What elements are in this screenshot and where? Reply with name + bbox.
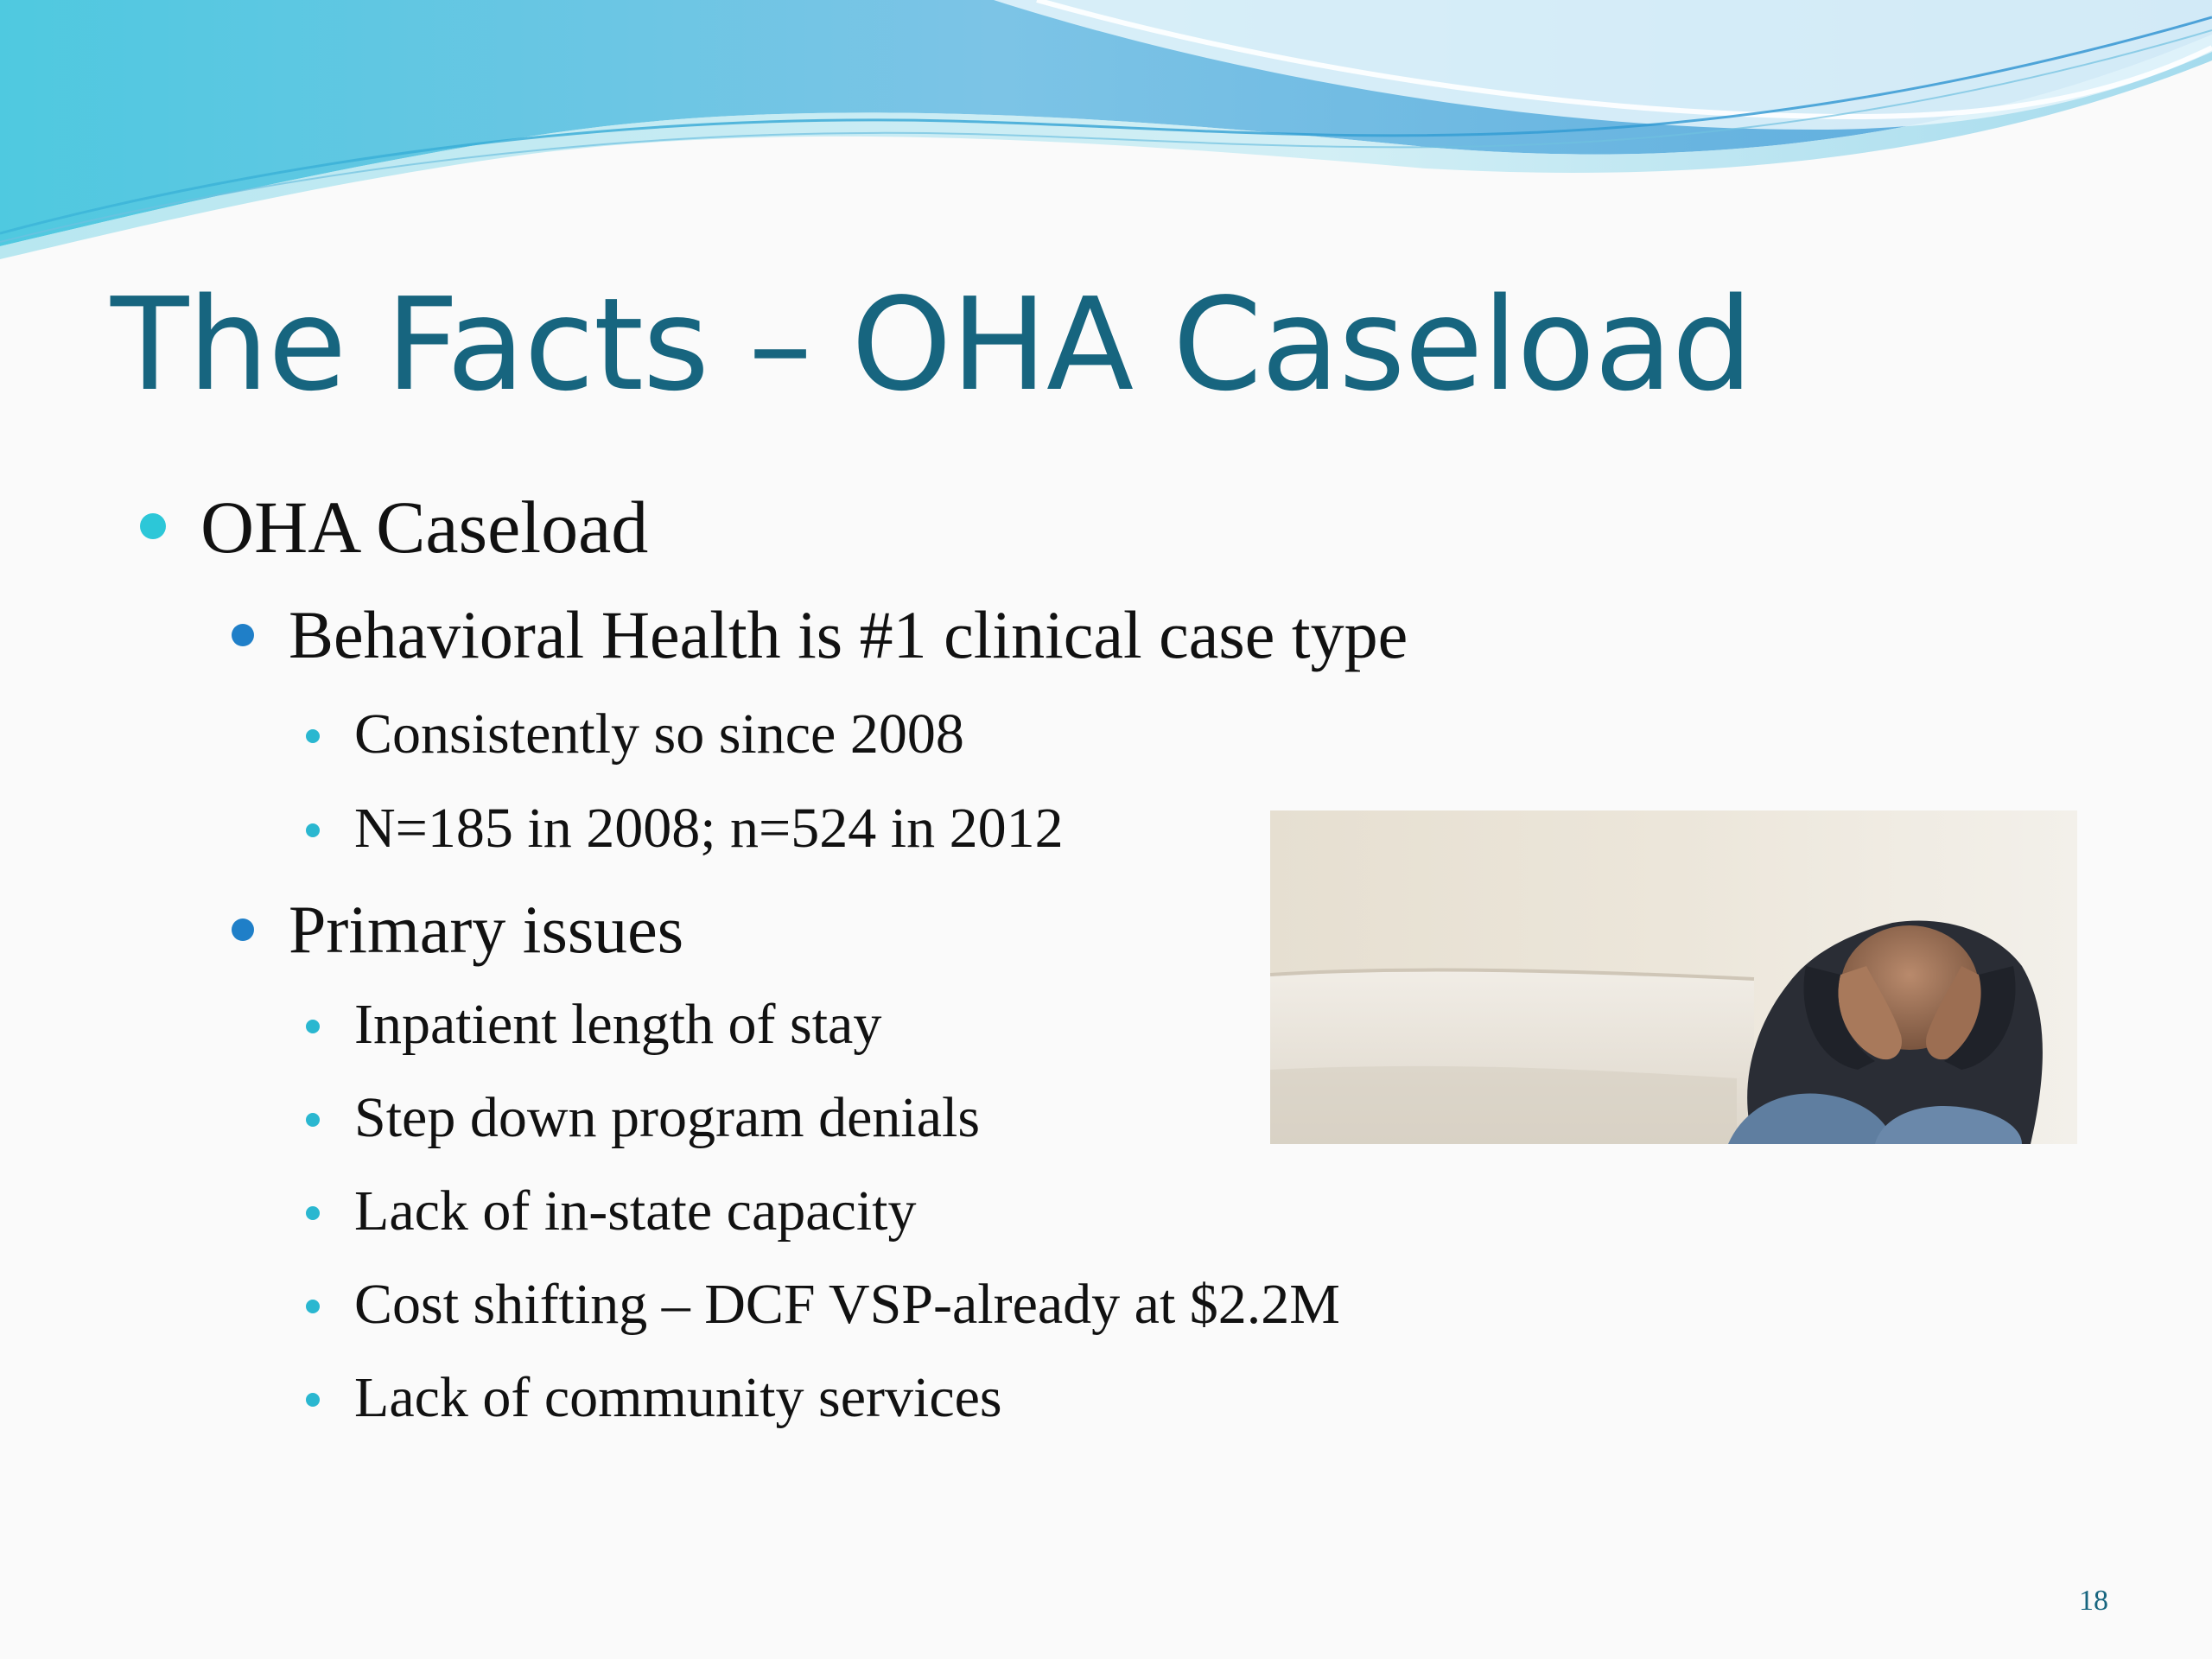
sub-sub-bullet-item — [354, 992, 881, 1058]
bullet-text: Lack of in-state capacity — [354, 1179, 917, 1243]
bullet-dot-icon — [306, 1113, 320, 1127]
bullet-text: Behavioral Health is #1 clinical case type — [289, 597, 1408, 672]
bullet-dot-icon — [306, 823, 320, 837]
sub-bullet-item — [289, 596, 1408, 674]
sub-sub-bullet-item — [354, 796, 1064, 861]
sub-sub-bullet-item — [354, 1085, 980, 1151]
bullet-text: OHA Caseload — [200, 486, 649, 569]
bullet-dot-icon — [306, 1206, 320, 1220]
bullet-dot-icon — [306, 729, 320, 743]
page-number: 18 — [2079, 1585, 2108, 1617]
sub-bullet-item — [289, 891, 683, 969]
bullet-dot-icon — [232, 624, 254, 646]
photo-illustration — [1270, 810, 2077, 1144]
bullet-text: Lack of community services — [354, 1366, 1002, 1429]
bullet-dot-icon — [306, 1020, 320, 1033]
bullet-item — [200, 484, 648, 570]
distressed-person-photo — [1270, 810, 2077, 1144]
bullet-text: Consistently so since 2008 — [354, 702, 964, 766]
bullet-dot-icon — [232, 918, 254, 941]
bullet-text: Step down program denials — [354, 1086, 981, 1149]
bullet-dot-icon — [306, 1300, 320, 1313]
bullet-text: N=185 in 2008; n=524 in 2012 — [354, 797, 1064, 860]
sub-sub-bullet-item — [354, 1365, 1002, 1431]
header-wave-decoration — [0, 0, 2212, 259]
bullet-dot-icon — [140, 513, 166, 539]
bullet-text: Inpatient length of stay — [354, 993, 882, 1056]
sub-sub-bullet-item — [354, 1272, 1340, 1338]
sub-sub-bullet-item — [354, 702, 964, 767]
slide-title: The Facts – OHA Caseload — [111, 270, 1752, 419]
bullet-dot-icon — [306, 1393, 320, 1407]
bullet-text: Cost shifting – DCF VSP-already at $2.2M — [354, 1273, 1340, 1336]
bullet-text: Primary issues — [289, 892, 684, 967]
sub-sub-bullet-item — [354, 1179, 917, 1244]
